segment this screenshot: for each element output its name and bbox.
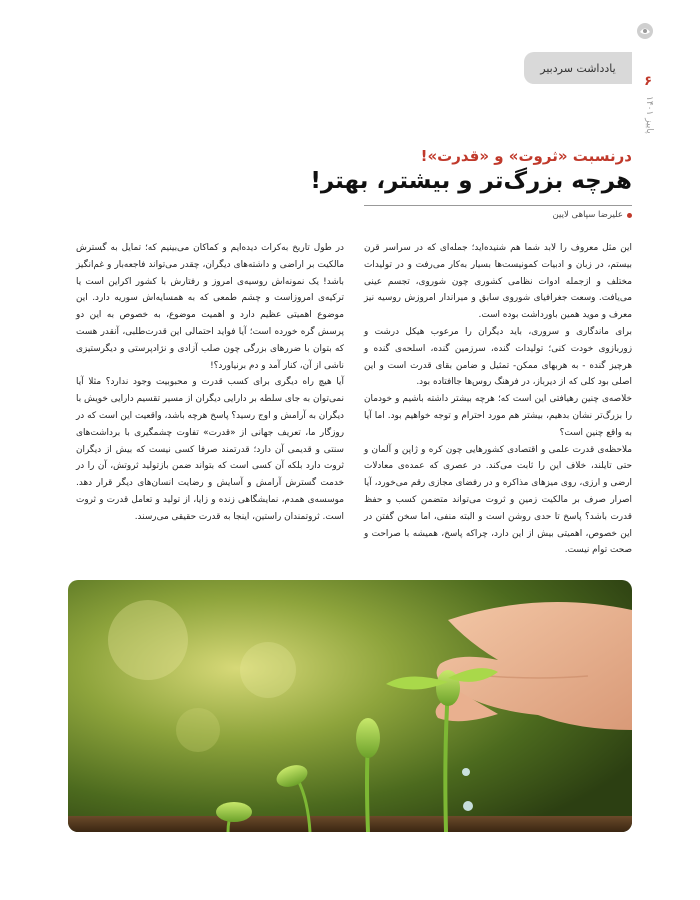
issue-date: پاییز ۱۴۰۱: [644, 96, 654, 134]
bullet-icon: [627, 213, 632, 218]
page-number: ۶: [644, 74, 652, 89]
author-name: علیرضا سپاهی لایین: [552, 210, 623, 220]
paragraph: این مثل معروف را لابد شما هم شنیده‌اید؛ جمله‌ای که در سراسر قرن بیستم، در زبان و ادبیات کمونیست‌ها بسیار به‌کار می‌رفت و در تولیدات مختلف و ازجمله ادوات نظامی کشوری چون شوروی، تجسم عینی می‌یافت. وسعت جغرافیای شوروی سابق و میراندار امروزش روسیه نیز معرف و موید همین باورداشت بوده است.: [364, 243, 632, 321]
section-label: یادداشت سردبیر: [524, 52, 632, 84]
article-subtitle: درنسبت «ثروت» و «قدرت»!: [420, 147, 632, 165]
paragraph: خلاصه‌ی چنین رهیافتی این است که؛ هرچه بیشتر داشته باشیم و خودمان را بزرگ‌تر نشان بدهیم، بیشتر هم مورد احترام و توجه خواهیم بود. اما آیا به واقع چنین است؟: [364, 394, 632, 438]
paragraph: ملاحظه‌ی قدرت علمی و اقتصادی کشورهایی چون کره و ژاپن و آلمان و حتی تایلند، خلاف این را ثابت می‌کند. در عصری که عمده‌ی معادلات ارضی و ارزی، روی میزهای مذاکره و در رفضای مجازی رقم می‌خورد، آیا اصرار صرف بر مالکیت زمین و ثروت می‌تواند متضمن کسب و حفظ قدرت باشد؟ پاسخ تا حدی روشن است و البته منفی، اما سخن گفتن در این خصوص، اهمیتی بیش از این دارد، چراکه پاسخ، همیشه با صراحت و صحت توام نیست.: [364, 444, 632, 556]
paragraph: برای ماندگاری و سروری، باید دیگران را مرعوب هیکل درشت و زوربازوی خودت کنی؛ تولیدات گنده، سرزمین گنده، اسلحه‌ی گنده و هرچیز گنده - به هربهای ممکن- تمثیل و ضامن بقای قدرت است و این اصلی بود کلی که از دیرباز، در فرهنگ روس‌ها جاافتاده بود.: [364, 326, 632, 388]
article-title: هرچه بزرگ‌تر و بیشتر، بهتر!: [310, 168, 632, 194]
magazine-logo-icon: [636, 22, 654, 40]
author-line: [553, 210, 632, 220]
paragraph: آیا هیچ راه دیگری برای کسب قدرت و محبوبیت وجود ندارد؟ مثلا آیا نمی‌توان به جای سلطه بر دارایی دیگران از مسیر تقسیم دارایی خویش با دیگران به آرامش و اوج رسید؟ پاسخ هرچه باشد، واقعیت این است که در روزگار ما، تعریف جهانی از «قدرت» تفاوت چشمگیری با برداشت‌های سنتی و قدیمی آن دارد؛ قدرتمند صرفا کسی نیست که بیش از دیگران ثروت دارد بلکه آن کسی است که بتواند ضمن بازتولید ثروتش، آن را در خدمت گسترش آرامش و آسایش و رضایت انسان‌های دیگر قرار دهد. موسسه‌ی همدم، نمایشگاهی زنده و زایا، از تولید و تعامل قدرت و ثروت است. ثروتمندان راستین، اینجا به قدرت حقیقی می‌رسند.: [76, 377, 344, 522]
article-photo: [68, 580, 632, 832]
text-column-left: [76, 240, 344, 526]
text-column-right: [364, 240, 632, 559]
title-divider: [364, 205, 632, 206]
paragraph: در طول تاریخ به‌کرات دیده‌ایم و کماکان می‌بینیم که؛ تمایل به گسترش مالکیت بر اراضی و داشته‌های دیگران، چقدر می‌تواند فاجعه‌بار و غم‌انگیز باشد! یک نمونه‌اش روسیه‌ی امروز و رفتارش با کشور اکراین است یا ترکیه‌ی امروزاست و چشم طمعی که به همسایه‌اش سوریه دارد. این موضوع اهمیتی عظیم دارد و اهمیت موضوع، به خصوص به این دو پرسش گره خورده است؛ آیا فواید احتمالی این قدرت‌طلبی، آنقدر هست که بتوان با ضررهای بزرگی چون صلب آزادی و نژادپرستی و دیگرستیزی ناشی از آن، کنار آمد و دم برنیاورد؟!: [76, 243, 344, 371]
